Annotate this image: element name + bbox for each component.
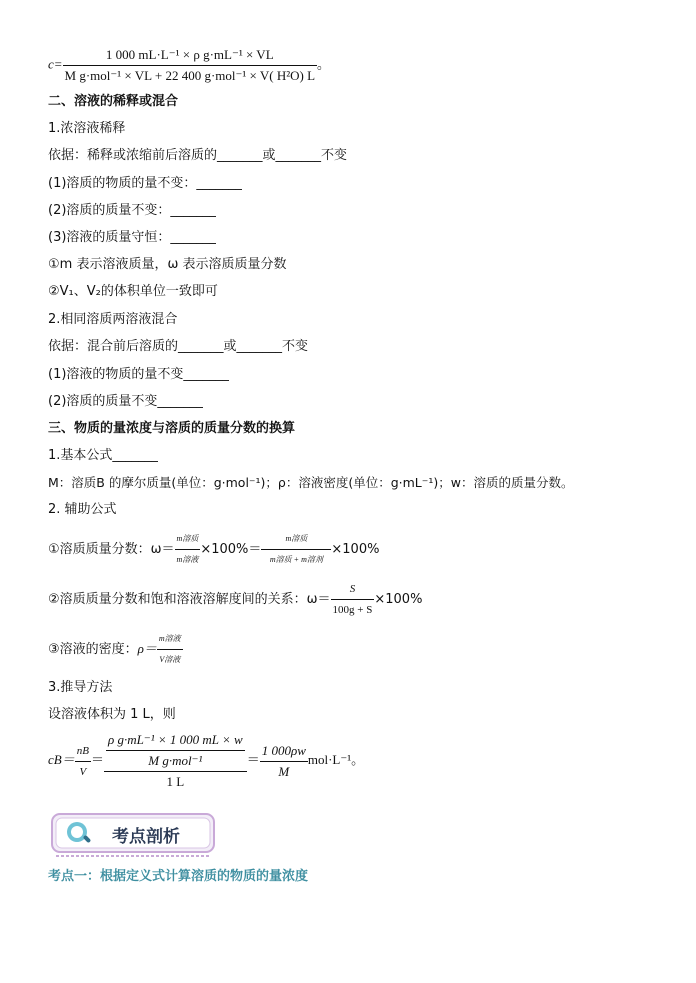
section2-sub1-note: ②V₁、V₂的体积单位一致即可 <box>48 284 218 299</box>
f4-outer-den: 1 L <box>104 771 247 791</box>
f3-label: ③溶液的密度： <box>48 642 138 657</box>
formula-derivation <box>48 731 364 791</box>
section2-title: 二、溶液的稀释或混合 <box>48 94 179 109</box>
f4-num-3: 1 000ρw <box>261 742 306 758</box>
f2-fraction <box>331 580 375 619</box>
f4-lhs: cB＝ <box>48 751 75 767</box>
section2-sub1-item: (3)溶液的质量守恒：_______ <box>48 230 216 245</box>
f1-den-2: m溶质 + m溶剂 <box>261 549 331 569</box>
section3-aux-title: 2. 辅助公式 <box>48 502 117 517</box>
formula-density <box>48 630 183 669</box>
formula-solubility <box>48 580 422 619</box>
f4-inner-frac <box>106 731 245 770</box>
f4-eq-2: ＝ <box>246 751 260 767</box>
f2-label: ②溶质质量分数和饱和溶液溶解度间的关系：ω＝ <box>48 592 331 607</box>
section3-title: 三、物质的量浓度与溶质的质量分数的换算 <box>48 421 296 436</box>
point1-title: 考点一：根据定义式计算溶质的物质的量浓度 <box>48 869 309 884</box>
kaodian-badge <box>50 812 218 852</box>
formula-mass-fraction <box>48 530 379 569</box>
badge-label: 考点剖析 <box>112 827 180 847</box>
f4-fraction-1 <box>75 742 91 781</box>
section3-derive-title: 3.推导方法 <box>48 680 113 695</box>
f3-num: m溶液 <box>158 634 181 643</box>
f4-den-3: M <box>260 761 308 781</box>
section3-assume: 设溶液体积为 1 L，则 <box>48 707 176 722</box>
f3-lhs: ρ＝ <box>137 641 157 656</box>
f4-eq-1: ＝ <box>90 751 104 767</box>
formula-lhs: c= <box>48 56 63 72</box>
section2-sub2-basis: 依据：混合前后溶质的_______或_______不变 <box>48 339 309 354</box>
section2-sub1-title: 1.浓溶液稀释 <box>48 121 126 136</box>
f1-tail: ×100% <box>331 542 380 557</box>
section2-sub1-item: (1)溶质的物质的量不变：_______ <box>48 176 242 191</box>
f1-fraction-1 <box>175 530 201 569</box>
section2-sub1-basis: 依据：稀释或浓缩前后溶质的_______或_______不变 <box>48 148 348 163</box>
formula-tail: 。 <box>317 56 331 72</box>
f1-num-1: m溶质 <box>176 534 199 543</box>
f2-tail: ×100% <box>374 592 423 607</box>
section2-sub1-item: (2)溶质的质量不变：_______ <box>48 203 216 218</box>
section2-sub2-item: (1)溶液的物质的量不变_______ <box>48 367 229 382</box>
formula-concentration <box>48 46 330 85</box>
section2-sub2-item: (2)溶质的质量不变_______ <box>48 394 203 409</box>
f2-num: S <box>349 583 356 595</box>
section3-legend: M：溶质B 的摩尔质量(单位：g·mol⁻¹)；ρ：溶液密度(单位：g·mL⁻¹)；w：溶质的质量分数。 <box>48 475 574 490</box>
f1-label: ①溶质质量分数：ω＝ <box>48 542 175 557</box>
f4-fraction-3 <box>260 742 308 781</box>
section3-basic-formula: 1.基本公式_______ <box>48 448 158 463</box>
section2-sub2-title: 2.相同溶质两溶液混合 <box>48 312 178 327</box>
f4-num-1: nB <box>76 744 89 757</box>
formula-denominator: M g·mol⁻¹ × VL + 22 400 g·mol⁻¹ × V( H²O) L <box>63 65 317 85</box>
f1-fraction-2 <box>261 530 331 569</box>
f4-inner-fraction <box>104 731 247 771</box>
f1-num-2: m溶质 <box>285 534 308 543</box>
section2-sub1-note: ①m 表示溶液质量，ω 表示溶质质量分数 <box>48 257 287 272</box>
f1-mid: ×100%＝ <box>200 542 262 557</box>
f4-den-1: V <box>75 761 91 781</box>
formula-numerator: 1 000 mL·L⁻¹ × ρ g·mL⁻¹ × VL <box>105 47 274 62</box>
f2-den: 100g + S <box>331 599 375 619</box>
f4-inner-den: M g·mol⁻¹ <box>106 750 245 770</box>
f3-fraction <box>157 630 183 669</box>
f4-inner-num: ρ g·mL⁻¹ × 1 000 mL × w <box>107 732 243 747</box>
f4-fraction-2 <box>104 731 247 791</box>
formula-fraction <box>63 46 317 85</box>
f1-den-1: m溶液 <box>175 549 201 569</box>
f4-tail: mol·L⁻¹。 <box>307 751 365 767</box>
f3-den: V溶液 <box>157 649 183 669</box>
